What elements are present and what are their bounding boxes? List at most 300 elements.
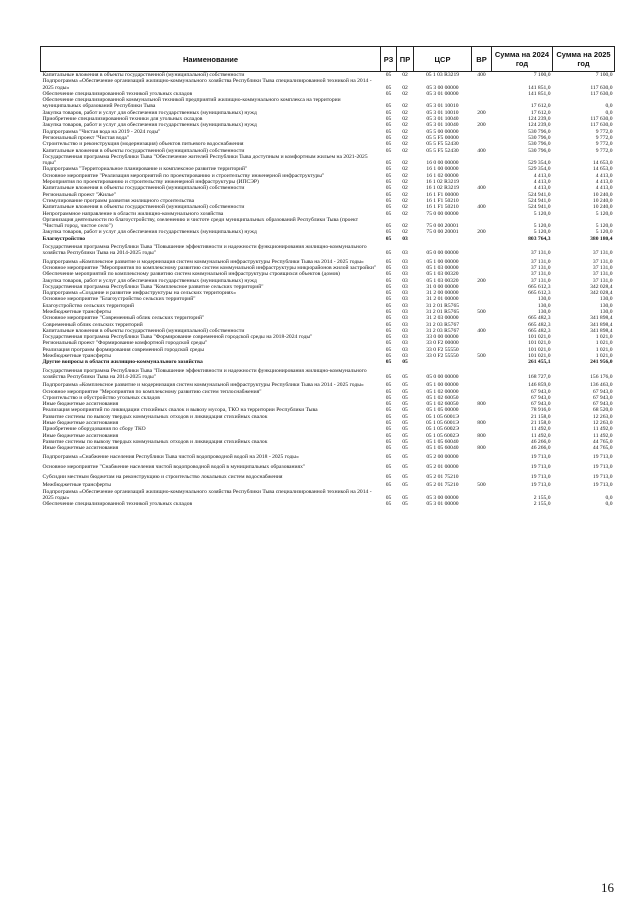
row-sum-2024: 37 131,0 [530, 264, 551, 271]
row-vr: 500 [477, 482, 486, 489]
row-rz: 05 [385, 147, 392, 154]
row-rz: 05 [385, 128, 392, 135]
row-vr [472, 154, 492, 167]
row-pr: 02 [402, 204, 408, 211]
row-pr: 03 [402, 277, 408, 284]
col-header-sum-2024: Сумма на 2024 год [492, 47, 553, 72]
row-rz: 05 [385, 321, 392, 328]
row-sum-2025: 5 120,0 [595, 229, 613, 236]
row-sum-2024: 4 413,0 [533, 185, 551, 192]
row-sum-2025: 11 492,0 [593, 432, 613, 439]
row-pr: 02 [402, 128, 408, 135]
row-sum-2025: 1 021,0 [595, 340, 613, 347]
row-name: Реализация мероприятий по ликвидации стихийных свалок и вывозу мусора, ТКО на территории Республики Тыва [42, 407, 318, 414]
row-pr: 03 [402, 271, 408, 278]
row-rz: 05 [385, 296, 392, 303]
row-name: Закупка товаров, работ и услуг для обеспечения государственных (муниципальных) нужд [42, 109, 257, 116]
row-csr: 31 0 00 00000 [426, 283, 459, 290]
row-sum-2025: 19 713,0 [592, 482, 613, 489]
row-sum-2024: 21 158,0 [530, 413, 551, 420]
row-sum-2024: 665 482,3 [528, 327, 551, 334]
row-name: Иные бюджетные ассигнования [42, 445, 119, 452]
budget-table-sheet [40, 46, 614, 508]
row-vr: 800 [477, 445, 486, 452]
row-csr: 16 0 00 00000 [426, 160, 459, 167]
col-header-rz: РЗ [381, 47, 397, 72]
row-csr: 05 2 01 75210 [426, 474, 459, 481]
row-name: Подпрограмма «Обеспечение организаций жилищно-коммунального хозяйства Республики Тыва специализированной техникой на 2014 - 2025 годы» [42, 488, 372, 501]
row-sum-2024: 11 492,0 [531, 426, 551, 433]
row-csr: 05 3 01 10010 [426, 109, 459, 116]
table-row [41, 489, 615, 502]
row-rz: 05 [385, 373, 392, 380]
row-rz: 05 [385, 204, 392, 211]
row-sum-2025: 19 713,0 [592, 463, 613, 470]
row-vr [472, 366, 492, 383]
row-vr: 400 [477, 327, 486, 334]
row-csr: 05 1 02 00000 [426, 388, 459, 395]
row-csr: 75 0 00 20001 [426, 223, 459, 230]
row-name: Подпрограмма "Территориальное планирование и комплексное развитие территорий" [42, 166, 248, 173]
row-sum-2024: 5 120,0 [533, 223, 551, 230]
row-pr: 02 [402, 197, 408, 204]
row-name: Развитие системы по вывозу твердых коммунальных отходов и ликвидация стихийных свалок [42, 413, 268, 420]
row-sum-2025: 9 772,0 [595, 128, 613, 135]
row-pr: 03 [402, 340, 408, 347]
row-rz: 05 [385, 172, 392, 179]
row-csr: 05 2 01 00000 [426, 463, 459, 470]
row-sum-2024: 101 021,0 [528, 334, 551, 341]
row-name: Благоустройство сельских территорий [42, 302, 134, 309]
row-sum-2025: 10 240,0 [592, 204, 613, 211]
budget-table [40, 46, 615, 508]
row-sum-2025: 5 120,0 [595, 210, 613, 217]
row-csr: 31 2 01 00000 [426, 296, 459, 303]
row-csr: 05 3 00 00000 [426, 84, 459, 91]
row-sum-2025: 130,0 [599, 302, 613, 309]
row-rz: 05 [385, 122, 392, 129]
row-name: Межбюджетные трансферты [42, 308, 111, 315]
row-pr: 02 [402, 172, 408, 179]
row-sum-2025: 37 131,0 [592, 277, 613, 284]
row-pr: 05 [402, 359, 408, 366]
row-csr: 05 1 02 60050 [426, 394, 459, 401]
row-name: Приобретение специализированной техники для угольных складов [42, 116, 203, 123]
row-pr: 02 [402, 103, 408, 110]
row-name: Подпрограмма «Комплексное развитие и модернизация систем коммунальной инфраструктуры Республики Тыва на 2014 - 2025 годы» [42, 382, 364, 389]
row-pr: 02 [402, 90, 408, 97]
row-sum-2024: 665 612,3 [528, 290, 551, 297]
row-csr: 16 1 F1 50210 [426, 204, 459, 211]
row-sum-2025: 37 131,0 [592, 271, 613, 278]
table-row [41, 366, 615, 383]
row-rz: 05 [385, 258, 392, 265]
row-pr: 05 [402, 420, 408, 427]
row-rz: 05 [385, 191, 392, 198]
row-sum-2024: 141 851,0 [528, 90, 551, 97]
row-pr: 02 [402, 109, 408, 116]
row-csr: 05 1 05 60040 [426, 445, 459, 452]
row-sum-2024: 4 413,0 [533, 172, 551, 179]
row-sum-2024: 524 941,0 [528, 191, 551, 198]
row-pr: 02 [402, 160, 408, 167]
row-name: Субсидии местным бюджетам на реконструкцию и строительство локальных систем водоснабжения [42, 474, 283, 481]
row-csr: 05 1 02 60050 [426, 401, 459, 408]
row-sum-2025: 44 765,0 [592, 445, 613, 452]
row-sum-2024: 124 239,0 [528, 122, 551, 129]
row-vr: 800 [477, 401, 486, 408]
row-rz: 05 [385, 197, 392, 204]
row-sum-2025: 342 028,4 [590, 283, 613, 290]
row-csr: 75 0 00 00000 [426, 210, 459, 217]
row-name: Обеспечение мероприятий по комплексному развитию систем коммунальной инфраструктуры строящихся объектов (домов) [42, 271, 340, 278]
row-sum-2024: 665 482,3 [528, 321, 551, 328]
row-sum-2024: 146 859,0 [528, 382, 551, 389]
row-sum-2024: 78 916,0 [530, 407, 551, 414]
row-pr: 05 [402, 388, 408, 395]
row-pr: 05 [402, 463, 408, 470]
row-rz: 05 [385, 426, 392, 433]
row-rz: 05 [385, 394, 392, 401]
row-vr: 200 [477, 109, 486, 116]
row-vr [472, 452, 492, 462]
row-rz: 05 [385, 250, 392, 257]
row-vr [472, 217, 492, 230]
row-rz: 05 [385, 235, 392, 242]
row-pr: 02 [402, 166, 408, 173]
row-rz: 05 [385, 334, 392, 341]
row-csr: 05 0 00 00000 [426, 250, 459, 257]
row-rz: 05 [385, 445, 392, 452]
row-csr: 05 0 00 00000 [426, 373, 459, 380]
col-header-pr: ПР [397, 47, 414, 72]
row-name: Иные бюджетные ассигнования [42, 401, 119, 408]
row-csr: 05 1 05 6001Э [425, 413, 460, 420]
row-csr: 31 2 00 00000 [426, 290, 459, 297]
row-sum-2024: 67 943,0 [530, 388, 551, 395]
row-name: Строительство и реконструкция (модернизация) объектов питьевого водоснабжения [42, 141, 244, 148]
row-pr: 03 [402, 235, 408, 242]
row-csr: 05 3 01 10010 [426, 103, 459, 110]
row-name: Региональный проект "Чистая вода" [42, 134, 129, 141]
row-csr: 05 1 05 6001Э [425, 420, 460, 427]
row-sum-2024: 168 727,0 [528, 373, 551, 380]
row-vr [472, 489, 492, 502]
row-name: Основное мероприятие "Мероприятия по комплексному развитию систем коммунальной инфраструктуры микрорайонов жилой застройки" [42, 264, 377, 271]
row-pr: 03 [402, 346, 408, 353]
row-csr: 05 3 01 00000 [426, 501, 459, 508]
row-csr: 33 0 00 00000 [426, 334, 459, 341]
page-number: 16 [601, 880, 614, 895]
row-rz: 05 [385, 359, 392, 366]
row-csr: 05 3 00 00000 [426, 495, 459, 501]
row-rz: 05 [385, 160, 392, 167]
row-rz: 05 [385, 116, 392, 123]
row-rz: 05 [385, 308, 392, 315]
row-rz: 05 [385, 210, 392, 217]
row-rz: 05 [385, 346, 392, 353]
row-sum-2025: 37 131,0 [592, 258, 613, 265]
row-vr: 200 [477, 229, 486, 236]
row-rz: 05 [385, 223, 392, 230]
row-name: Закупка товаров, работ и услуг для обеспечения государственных (муниципальных) нужд [42, 229, 257, 236]
row-rz: 05 [385, 72, 392, 78]
row-sum-2024: 665 612,3 [528, 283, 551, 290]
row-sum-2025: 117 630,0 [590, 90, 613, 97]
row-csr: 05 2 00 00000 [426, 453, 459, 460]
row-sum-2024: 67 943,0 [530, 401, 551, 408]
table-row [41, 242, 615, 259]
table-row [41, 217, 615, 230]
row-name: Капитальные вложения в объекты государственной (муниципальной) собственности [42, 327, 245, 334]
row-vr: 800 [477, 420, 486, 427]
row-sum-2025: 14 653,0 [592, 166, 613, 173]
row-sum-2025: 117 630,0 [590, 122, 613, 129]
row-sum-2024: 19 713,0 [530, 453, 551, 460]
row-pr: 05 [402, 382, 408, 389]
row-sum-2025: 68 520,0 [592, 407, 613, 414]
row-name: Капитальные вложения в объекты государственной (муниципальной) собственности [42, 147, 245, 154]
table-row [41, 382, 615, 388]
row-vr [472, 78, 492, 91]
table-row [41, 72, 615, 79]
row-sum-2024: 530 796,0 [528, 128, 551, 135]
row-name: Государственная программа Республики Тыва "Обеспечение жителей Республики Тыва доступным и комфортным жильем на 2021-2025 годы" [42, 153, 368, 167]
row-name: Современный облик сельских территорий [42, 321, 143, 328]
row-name: Подпрограмма «Снабжение населения Республики Тыва чистой водопроводной водой на 2018 - 2025 годы» [42, 453, 299, 460]
row-name: Основное мероприятие "Благоустройство сельских территорий" [42, 296, 196, 303]
row-sum-2024: 17 612,0 [530, 109, 551, 116]
row-csr: 05 1 00 00000 [426, 382, 459, 389]
row-sum-2024: 5 120,0 [533, 210, 551, 217]
row-csr: 16 1 00 00000 [426, 166, 459, 173]
row-sum-2024: 4 413,0 [533, 179, 551, 186]
row-rz: 05 [385, 290, 392, 297]
row-csr: 16 1 F1 50210 [426, 197, 459, 204]
row-sum-2024: 101 021,0 [528, 353, 551, 360]
table-row [41, 472, 615, 482]
row-sum-2024: 124 239,0 [528, 116, 551, 123]
row-sum-2025: 117 630,0 [590, 116, 613, 123]
row-rz: 05 [385, 264, 392, 271]
row-csr: 16 1 F1 00000 [426, 191, 459, 198]
row-sum-2024: 19 713,0 [530, 463, 551, 470]
row-csr: 05 3 01 10040 [426, 122, 459, 129]
row-csr: 31 2 01 R5765 [425, 308, 460, 315]
row-sum-2024: 17 612,0 [530, 103, 551, 110]
row-pr: 02 [402, 116, 408, 123]
row-vr [472, 462, 492, 472]
row-csr: 16 1 02 R3219 [425, 179, 460, 186]
row-name: Государственная программа Республики Тыва "Формирование современной городской среды на 2018-2024 годы" [42, 334, 313, 341]
col-header-vr: ВР [472, 47, 492, 72]
row-sum-2024: 7 100,0 [533, 72, 551, 78]
row-sum-2025: 9 772,0 [595, 147, 613, 154]
row-sum-2025: 19 713,0 [592, 474, 613, 481]
row-sum-2024: 37 131,0 [530, 277, 551, 284]
row-sum-2025: 1 021,0 [595, 353, 613, 360]
row-rz: 05 [385, 453, 392, 460]
row-csr: 05 1 05 6002Э [425, 426, 460, 433]
row-csr: 05 5 F5 52430 [426, 141, 459, 148]
row-rz: 05 [385, 438, 392, 445]
row-sum-2025: 7 100,0 [595, 72, 613, 78]
row-rz: 05 [385, 179, 392, 186]
row-name: Другие вопросы в области жилищно-коммунального хозяйства [42, 359, 203, 366]
row-pr: 05 [402, 445, 408, 452]
row-pr: 05 [402, 426, 408, 433]
row-name: Основное мероприятие "Снабжение населения чистой водопроводной водой в муниципальных образованиях" [42, 463, 306, 470]
row-pr: 02 [402, 229, 408, 236]
col-header-csr: ЦСР [414, 47, 472, 72]
row-rz: 05 [385, 432, 392, 439]
row-name: Межбюджетные трансферты [42, 482, 111, 489]
row-sum-2024: 101 021,0 [528, 346, 551, 353]
row-rz: 05 [385, 141, 392, 148]
row-pr: 02 [402, 134, 408, 141]
row-csr: 05 3 01 10040 [426, 116, 459, 123]
row-pr: 03 [402, 258, 408, 265]
row-sum-2025: 130,0 [599, 308, 613, 315]
row-rz: 05 [385, 353, 392, 360]
col-header-sum-2025: Сумма на 2025 год [553, 47, 615, 72]
row-vr: 400 [477, 204, 486, 211]
row-name: Развитие системы по вывозу твердых коммунальных отходов и ликвидация стихийных свалок [42, 438, 268, 445]
row-name: Государственная программа Республики Тыва "Комплексное развитие сельских территорий" [42, 283, 264, 290]
row-sum-2024: 2 155,0 [533, 495, 551, 501]
row-rz: 05 [385, 134, 392, 141]
row-pr: 03 [402, 321, 408, 328]
row-pr: 02 [402, 191, 408, 198]
row-sum-2024: 529 354,0 [528, 160, 551, 167]
row-sum-2024: 130,0 [537, 308, 551, 315]
row-pr: 03 [402, 264, 408, 271]
row-sum-2025: 117 630,0 [590, 84, 613, 91]
row-name: Подпрограмма "Чистая вода на 2019 - 2024 годы" [42, 128, 161, 135]
row-vr: 500 [477, 353, 486, 360]
row-name: Региональный проект "Жилье" [42, 191, 117, 198]
row-sum-2024: 130,0 [537, 302, 551, 309]
row-sum-2024: 530 796,0 [528, 134, 551, 141]
row-name: Иные бюджетные ассигнования [42, 420, 119, 427]
row-pr: 05 [402, 474, 408, 481]
row-name: Капитальные вложения в объекты государственной (муниципальной) собственности [42, 204, 245, 211]
row-pr: 03 [402, 296, 408, 303]
row-vr: 800 [477, 432, 486, 439]
row-sum-2025: 11 492,0 [593, 426, 613, 433]
row-sum-2024: 11 492,0 [531, 432, 551, 439]
row-csr: 05 1 03 00000 [426, 264, 459, 271]
row-name: Стимулирование программ развития жилищного строительства [42, 197, 195, 204]
row-name: Обеспечение специализированной техникой угольных складов [42, 90, 193, 97]
row-pr: 03 [402, 353, 408, 360]
row-name: Капитальные вложения в объекты государственной (муниципальной) собственности [42, 72, 245, 78]
row-csr: 16 1 02 R3219 [425, 185, 460, 192]
row-rz: 05 [385, 482, 392, 489]
row-pr: 05 [402, 438, 408, 445]
row-name: Основное мероприятие "Реализация мероприятий по проектированию и строительству инженерной инфраструктуры" [42, 172, 325, 179]
row-name: Подпрограмма «Обеспечение организаций жилищно-коммунального хозяйства Республики Тыва специализированной техникой на 2014 - 2025 годы» [42, 78, 372, 91]
row-sum-2025: 1 021,0 [595, 346, 613, 353]
row-rz: 05 [385, 166, 392, 173]
row-pr: 05 [402, 394, 408, 401]
row-name: Иные бюджетные ассигнования [42, 432, 119, 439]
row-csr: 05 1 03 R3219 [425, 72, 460, 78]
row-vr: 200 [477, 122, 486, 129]
row-pr: 02 [402, 84, 408, 91]
row-sum-2025: 44 765,0 [592, 438, 613, 445]
row-vr: 200 [477, 277, 486, 284]
row-sum-2025: 241 956,0 [590, 359, 613, 366]
row-sum-2025: 9 772,0 [595, 134, 613, 141]
row-pr: 05 [402, 501, 408, 508]
row-rz: 05 [385, 271, 392, 278]
row-sum-2025: 0,0 [605, 109, 613, 116]
row-name: Обеспечение специализированной коммунальной техникой предприятий жилищно-коммунального комплекса на территории муниципальных образований Республики Тыва [42, 97, 341, 110]
row-sum-2025: 341 898,4 [590, 315, 613, 322]
row-sum-2025: 130,0 [599, 296, 613, 303]
row-sum-2025: 37 131,0 [592, 264, 613, 271]
row-rz: 05 [385, 388, 392, 395]
table-row [41, 97, 615, 110]
row-name: Межбюджетные трансферты [42, 353, 111, 360]
row-pr: 05 [402, 413, 408, 420]
row-pr: 03 [402, 302, 408, 309]
row-sum-2024: 19 713,0 [530, 474, 551, 481]
row-name: Непрограммное направление в области жилищно-коммунального хозяйства [42, 210, 224, 217]
row-csr: 33 0 F2 55550 [426, 353, 459, 360]
row-pr: 03 [402, 308, 408, 315]
row-vr: 400 [477, 72, 486, 78]
row-rz: 05 [385, 382, 392, 389]
row-sum-2025: 10 240,0 [592, 197, 613, 204]
row-rz: 05 [385, 501, 392, 508]
row-sum-2025: 380 180,4 [590, 235, 613, 242]
row-rz: 05 [385, 229, 392, 236]
row-name: Благоустройство [42, 235, 86, 242]
table-row [41, 462, 615, 472]
row-sum-2024: 130,0 [537, 296, 551, 303]
row-sum-2024: 67 943,0 [530, 394, 551, 401]
row-sum-2025: 37 131,0 [592, 250, 613, 257]
row-sum-2024: 19 713,0 [530, 482, 551, 489]
row-sum-2024: 21 158,0 [530, 420, 551, 427]
row-name: Государственная программа Республики Тыва "Повышение эффективности и надежности функционирования жилищно-коммунального хозяйства Республики Тыва на 2014-2025 годы" [42, 367, 367, 380]
row-sum-2025: 4 413,0 [595, 172, 613, 179]
row-csr: 05 1 03 00320 [426, 271, 459, 278]
row-csr: 05 3 01 00000 [426, 90, 459, 97]
row-vr [472, 472, 492, 482]
row-sum-2024: 101 021,0 [528, 340, 551, 347]
row-name: Организация деятельности по благоустройству, озеленению и чистоте среди муниципальных образований Республики Тыва (проект "Чистый город, чистое село") [42, 216, 359, 230]
row-sum-2025: 156 176,0 [590, 373, 613, 380]
row-rz: 05 [385, 327, 392, 334]
row-csr: 05 1 03 00320 [426, 277, 459, 284]
row-rz: 05 [385, 420, 392, 427]
row-csr: 33 0 F2 55550 [426, 346, 459, 353]
row-sum-2025: 9 772,0 [595, 141, 613, 148]
row-sum-2025: 341 898,4 [590, 327, 613, 334]
row-pr: 02 [402, 72, 408, 78]
row-csr: 31 2 03 00000 [426, 315, 459, 322]
row-sum-2025: 0,0 [605, 103, 613, 110]
row-pr: 03 [402, 283, 408, 290]
row-sum-2025: 67 943,0 [592, 394, 613, 401]
table-row [41, 154, 615, 167]
row-sum-2025: 1 021,0 [595, 334, 613, 341]
row-vr [472, 242, 492, 259]
row-sum-2025: 341 898,4 [590, 321, 613, 328]
